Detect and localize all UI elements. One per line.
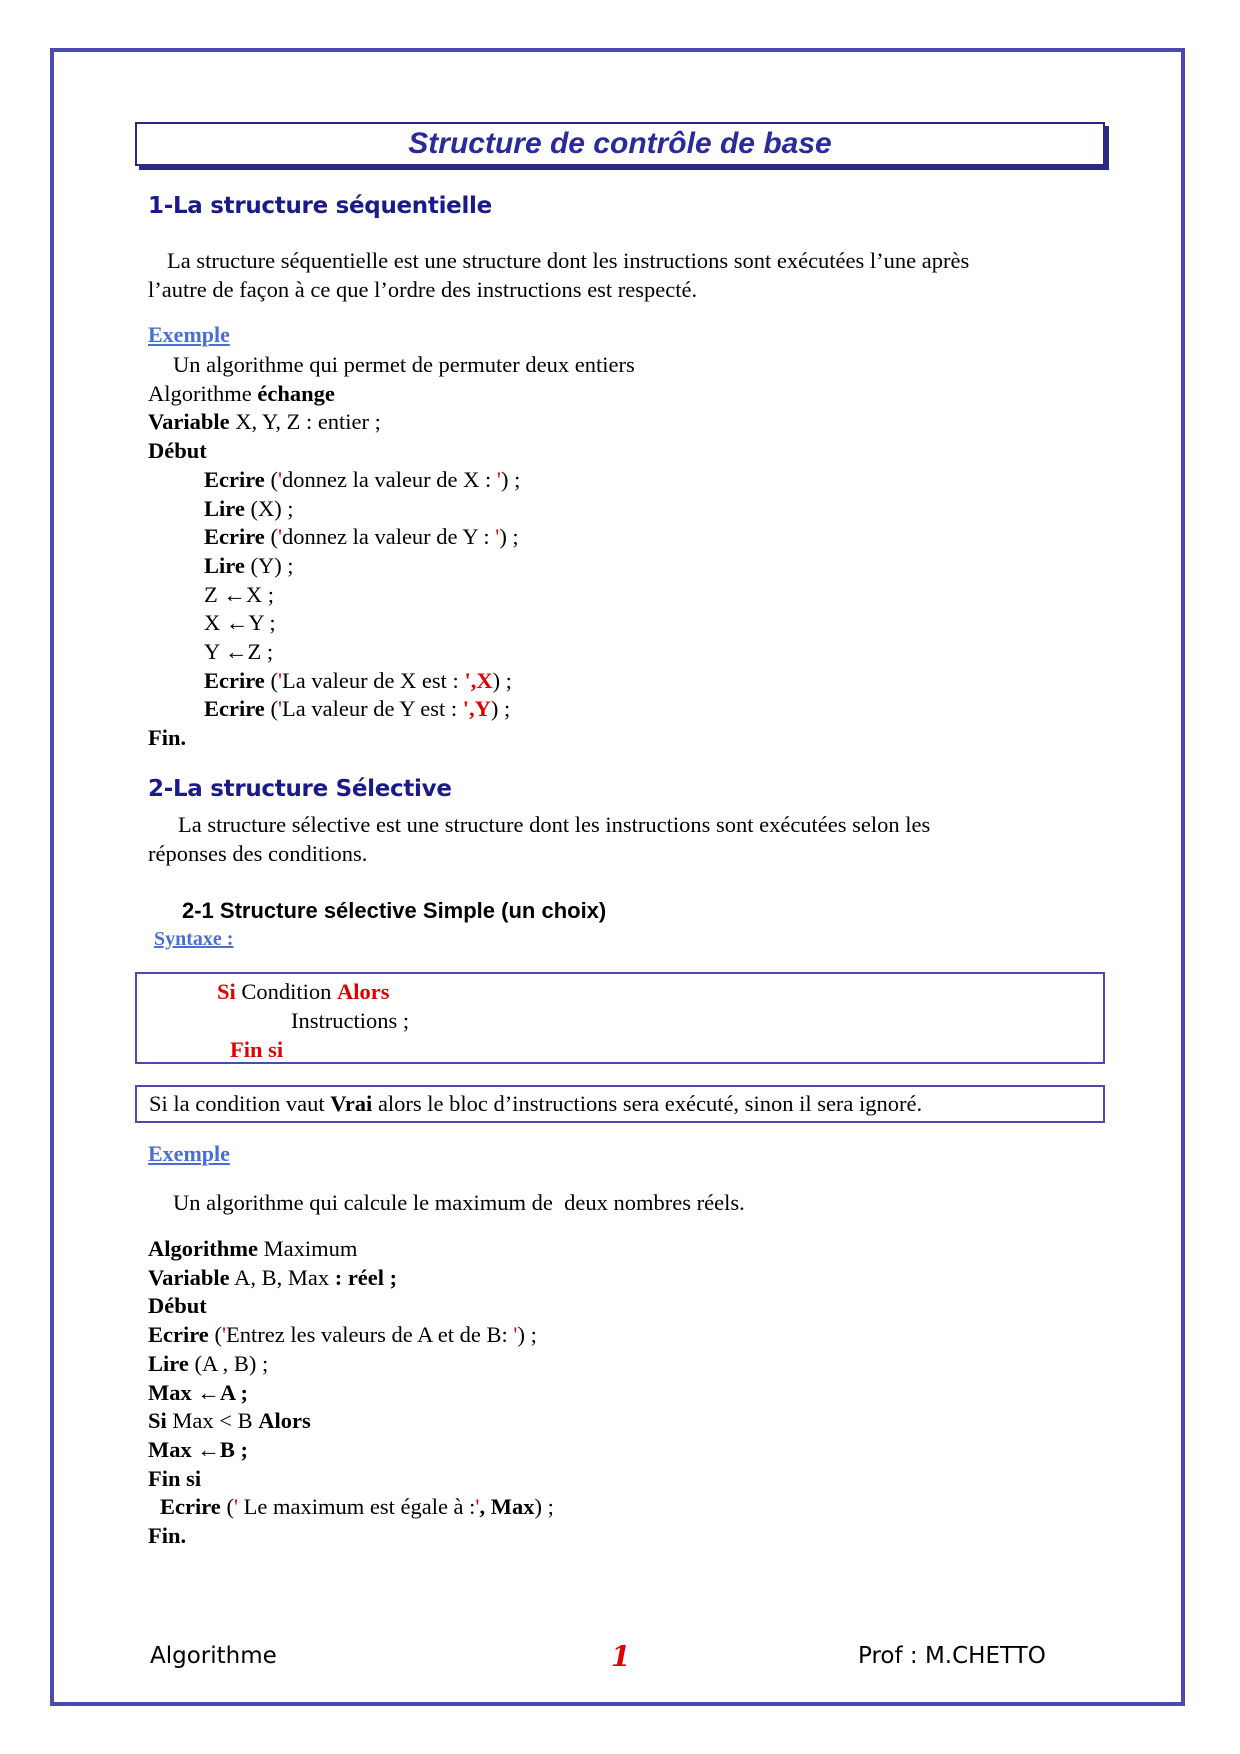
algo-line: Variable X, Y, Z : entier ; xyxy=(148,409,381,435)
algo-line: Algorithme échange xyxy=(148,380,335,406)
page-number: 1 xyxy=(611,1640,631,1673)
algo-line: Y ←Z ; xyxy=(204,639,274,665)
algo-line: Ecrire ('donnez la valeur de X : ') ; xyxy=(204,466,521,492)
section2-heading: 2-La structure Sélective xyxy=(148,776,452,802)
title-box xyxy=(135,122,1105,166)
subsection-heading: 2-1 Structure sélective Simple (un choix) xyxy=(182,898,607,923)
note-text: Si la condition vaut Vrai alors le bloc d’instructions sera exécuté, sinon il sera ignoré. xyxy=(149,1091,923,1116)
algo-line: Début xyxy=(148,1293,207,1319)
algo-line: Fin. xyxy=(148,1523,187,1549)
section2-intro-line1: La structure sélective est une structure dont les instructions sont exécutées selon les xyxy=(178,812,931,837)
section1-intro-line1: La structure séquentielle est une structure dont les instructions sont exécutées l’une après xyxy=(167,248,970,273)
algo-line: Fin si xyxy=(148,1465,202,1491)
page-title: Structure de contrôle de base xyxy=(408,127,832,160)
section1-intro-line2: l’autre de façon à ce que l’ordre des instructions est respecté. xyxy=(148,277,698,302)
algo-line: Max ←B ; xyxy=(148,1436,248,1462)
section2-intro xyxy=(148,810,1108,868)
section1-intro xyxy=(148,246,1108,304)
section2-intro-line2: réponses des conditions. xyxy=(148,841,368,866)
syntax-line-finsi: Fin si xyxy=(230,1037,284,1062)
algo-line: Ecrire ('Entrez les valeurs de A et de B: ') ; xyxy=(148,1322,537,1348)
algo-line: Ecrire ('donnez la valeur de Y : ') ; xyxy=(204,524,519,550)
footer-right: Prof : M.CHETTO xyxy=(858,1643,1046,1669)
section1-algorithm xyxy=(148,351,635,753)
algo-line: Lire (A , B) ; xyxy=(148,1350,269,1376)
section2-example-label: Exemple xyxy=(148,1141,230,1166)
algo-line: Max ←A ; xyxy=(148,1379,248,1405)
syntax-box xyxy=(135,972,1105,1064)
example2-description: Un algorithme qui calcule le maximum de deux nombres réels. xyxy=(173,1190,745,1215)
algo-line: Variable A, B, Max : réel ; xyxy=(148,1264,398,1290)
syntax-label: Syntaxe : xyxy=(154,928,234,950)
algo-line: Fin. xyxy=(148,725,187,751)
footer-left: Algorithme xyxy=(150,1643,277,1669)
section1-heading: 1-La structure séquentielle xyxy=(148,193,492,219)
algo-line: Lire (Y) ; xyxy=(204,552,294,578)
algo-line: Algorithme Maximum xyxy=(148,1236,358,1261)
section2-algorithm xyxy=(148,1235,554,1551)
algo-line: Lire (X) ; xyxy=(204,495,294,521)
syntax-line-instructions: Instructions ; xyxy=(291,1008,410,1033)
algo-line: Ecrire ('La valeur de Y est : ',Y) ; xyxy=(204,696,511,722)
algo-line: X ←Y ; xyxy=(204,610,276,636)
example-description: Un algorithme qui permet de permuter deux entiers xyxy=(173,352,635,377)
syntax-line-si: Si Condition Alors xyxy=(217,979,390,1004)
section1-example-label: Exemple xyxy=(148,322,230,347)
algo-line: Si Max < B Alors xyxy=(148,1408,311,1434)
algo-line: Ecrire ('La valeur de X est : ',X) ; xyxy=(204,667,512,693)
algo-line: Z ←X ; xyxy=(204,581,274,607)
note-box xyxy=(135,1085,1105,1123)
algo-line: Ecrire (' Le maximum est égale à :', Max) ; xyxy=(160,1494,554,1520)
algo-line: Début xyxy=(148,438,207,464)
